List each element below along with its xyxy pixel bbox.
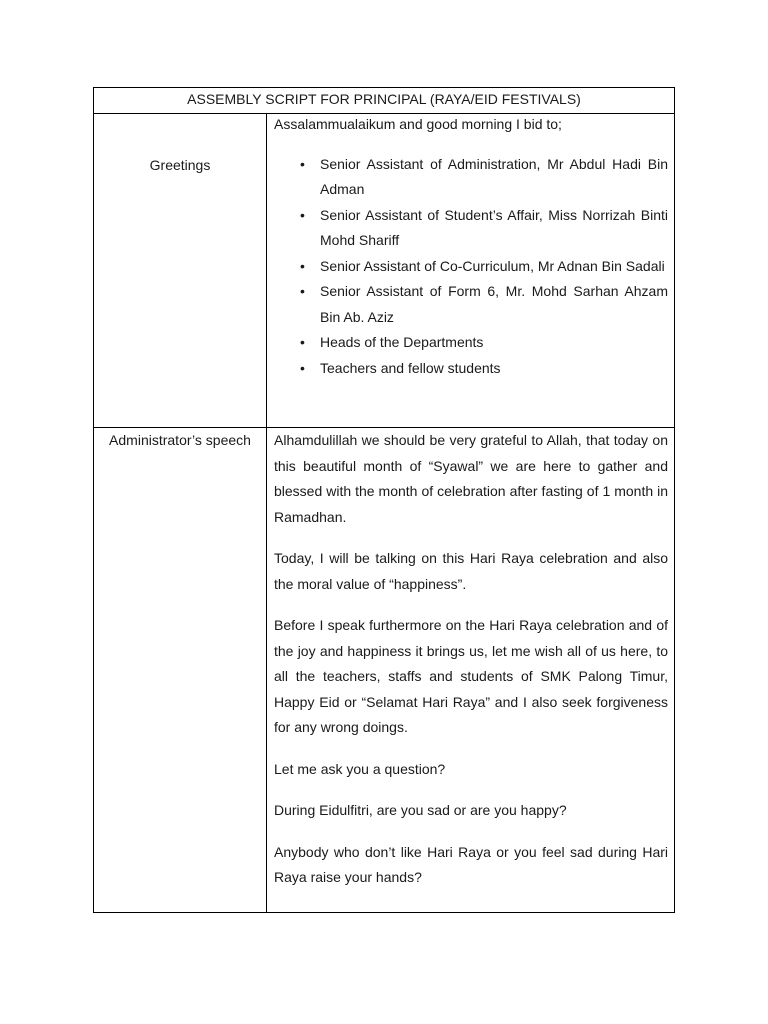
speech-paragraph: Alhamdulillah we should be very grateful to Allah, that today on this beautiful month of “Syawal” we are here to gather and blessed with the month of celebration after fasting of 1 month in Ramadhan. bbox=[274, 432, 668, 525]
speech-content bbox=[274, 428, 668, 907]
list-item-text: Senior Assistant of Student’s Affair, Miss Norrizah Binti Mohd Shariff bbox=[320, 206, 668, 248]
list-item-text: Senior Assistant of Co-Curriculum, Mr Adnan Bin Sadali bbox=[320, 257, 665, 274]
list-item-text: Teachers and fellow students bbox=[320, 359, 501, 376]
list-item-text: Heads of the Departments bbox=[320, 334, 484, 350]
list-item-text: Senior Assistant of Administration, Mr Abdul Hadi Bin Adman bbox=[320, 155, 668, 197]
table-title: ASSEMBLY SCRIPT FOR PRINCIPAL (RAYA/EID FESTIVALS) bbox=[94, 88, 674, 114]
speech-paragraph: Anybody who don’t like Hari Raya or you feel sad during Hari Raya raise your hands? bbox=[274, 843, 668, 885]
greetings-content bbox=[274, 112, 668, 381]
list-item bbox=[274, 279, 668, 330]
bullet-icon: • bbox=[300, 206, 305, 223]
list-item bbox=[274, 254, 668, 280]
bullet-icon: • bbox=[300, 334, 305, 350]
bullet-icon: • bbox=[300, 359, 305, 376]
greetings-list bbox=[274, 152, 668, 382]
speech-paragraph: Before I speak furthermore on the Hari Raya celebration and of the joy and happiness it brings us, let me wish all of us here, to all the teachers, staffs and students of SMK Palong Timur, Happy Eid or “Selamat Hari Raya” and I also seek forgiveness for any wrong doings. bbox=[274, 617, 668, 735]
greetings-label: Greetings bbox=[149, 157, 211, 173]
script-table bbox=[93, 87, 675, 913]
speech-paragraph: During Eidulfitri, are you sad or are you happy? bbox=[274, 802, 567, 818]
bullet-icon: • bbox=[300, 283, 305, 299]
bullet-icon: • bbox=[300, 257, 305, 274]
greetings-intro: Assalammualaikum and good morning I bid to; bbox=[274, 116, 562, 132]
list-item bbox=[274, 330, 668, 356]
column-divider bbox=[266, 113, 267, 912]
list-item bbox=[274, 203, 668, 254]
list-item bbox=[274, 152, 668, 203]
list-item bbox=[274, 356, 668, 382]
bullet-icon: • bbox=[300, 155, 305, 172]
speech-paragraph: Let me ask you a question? bbox=[274, 760, 446, 777]
speech-label: Administrator’s speech bbox=[109, 432, 251, 448]
list-item-text: Senior Assistant of Form 6, Mr. Mohd Sarhan Ahzam Bin Ab. Aziz bbox=[320, 283, 668, 325]
speech-paragraph: Today, I will be talking on this Hari Raya celebration and also the moral value of “happiness”. bbox=[274, 550, 668, 592]
